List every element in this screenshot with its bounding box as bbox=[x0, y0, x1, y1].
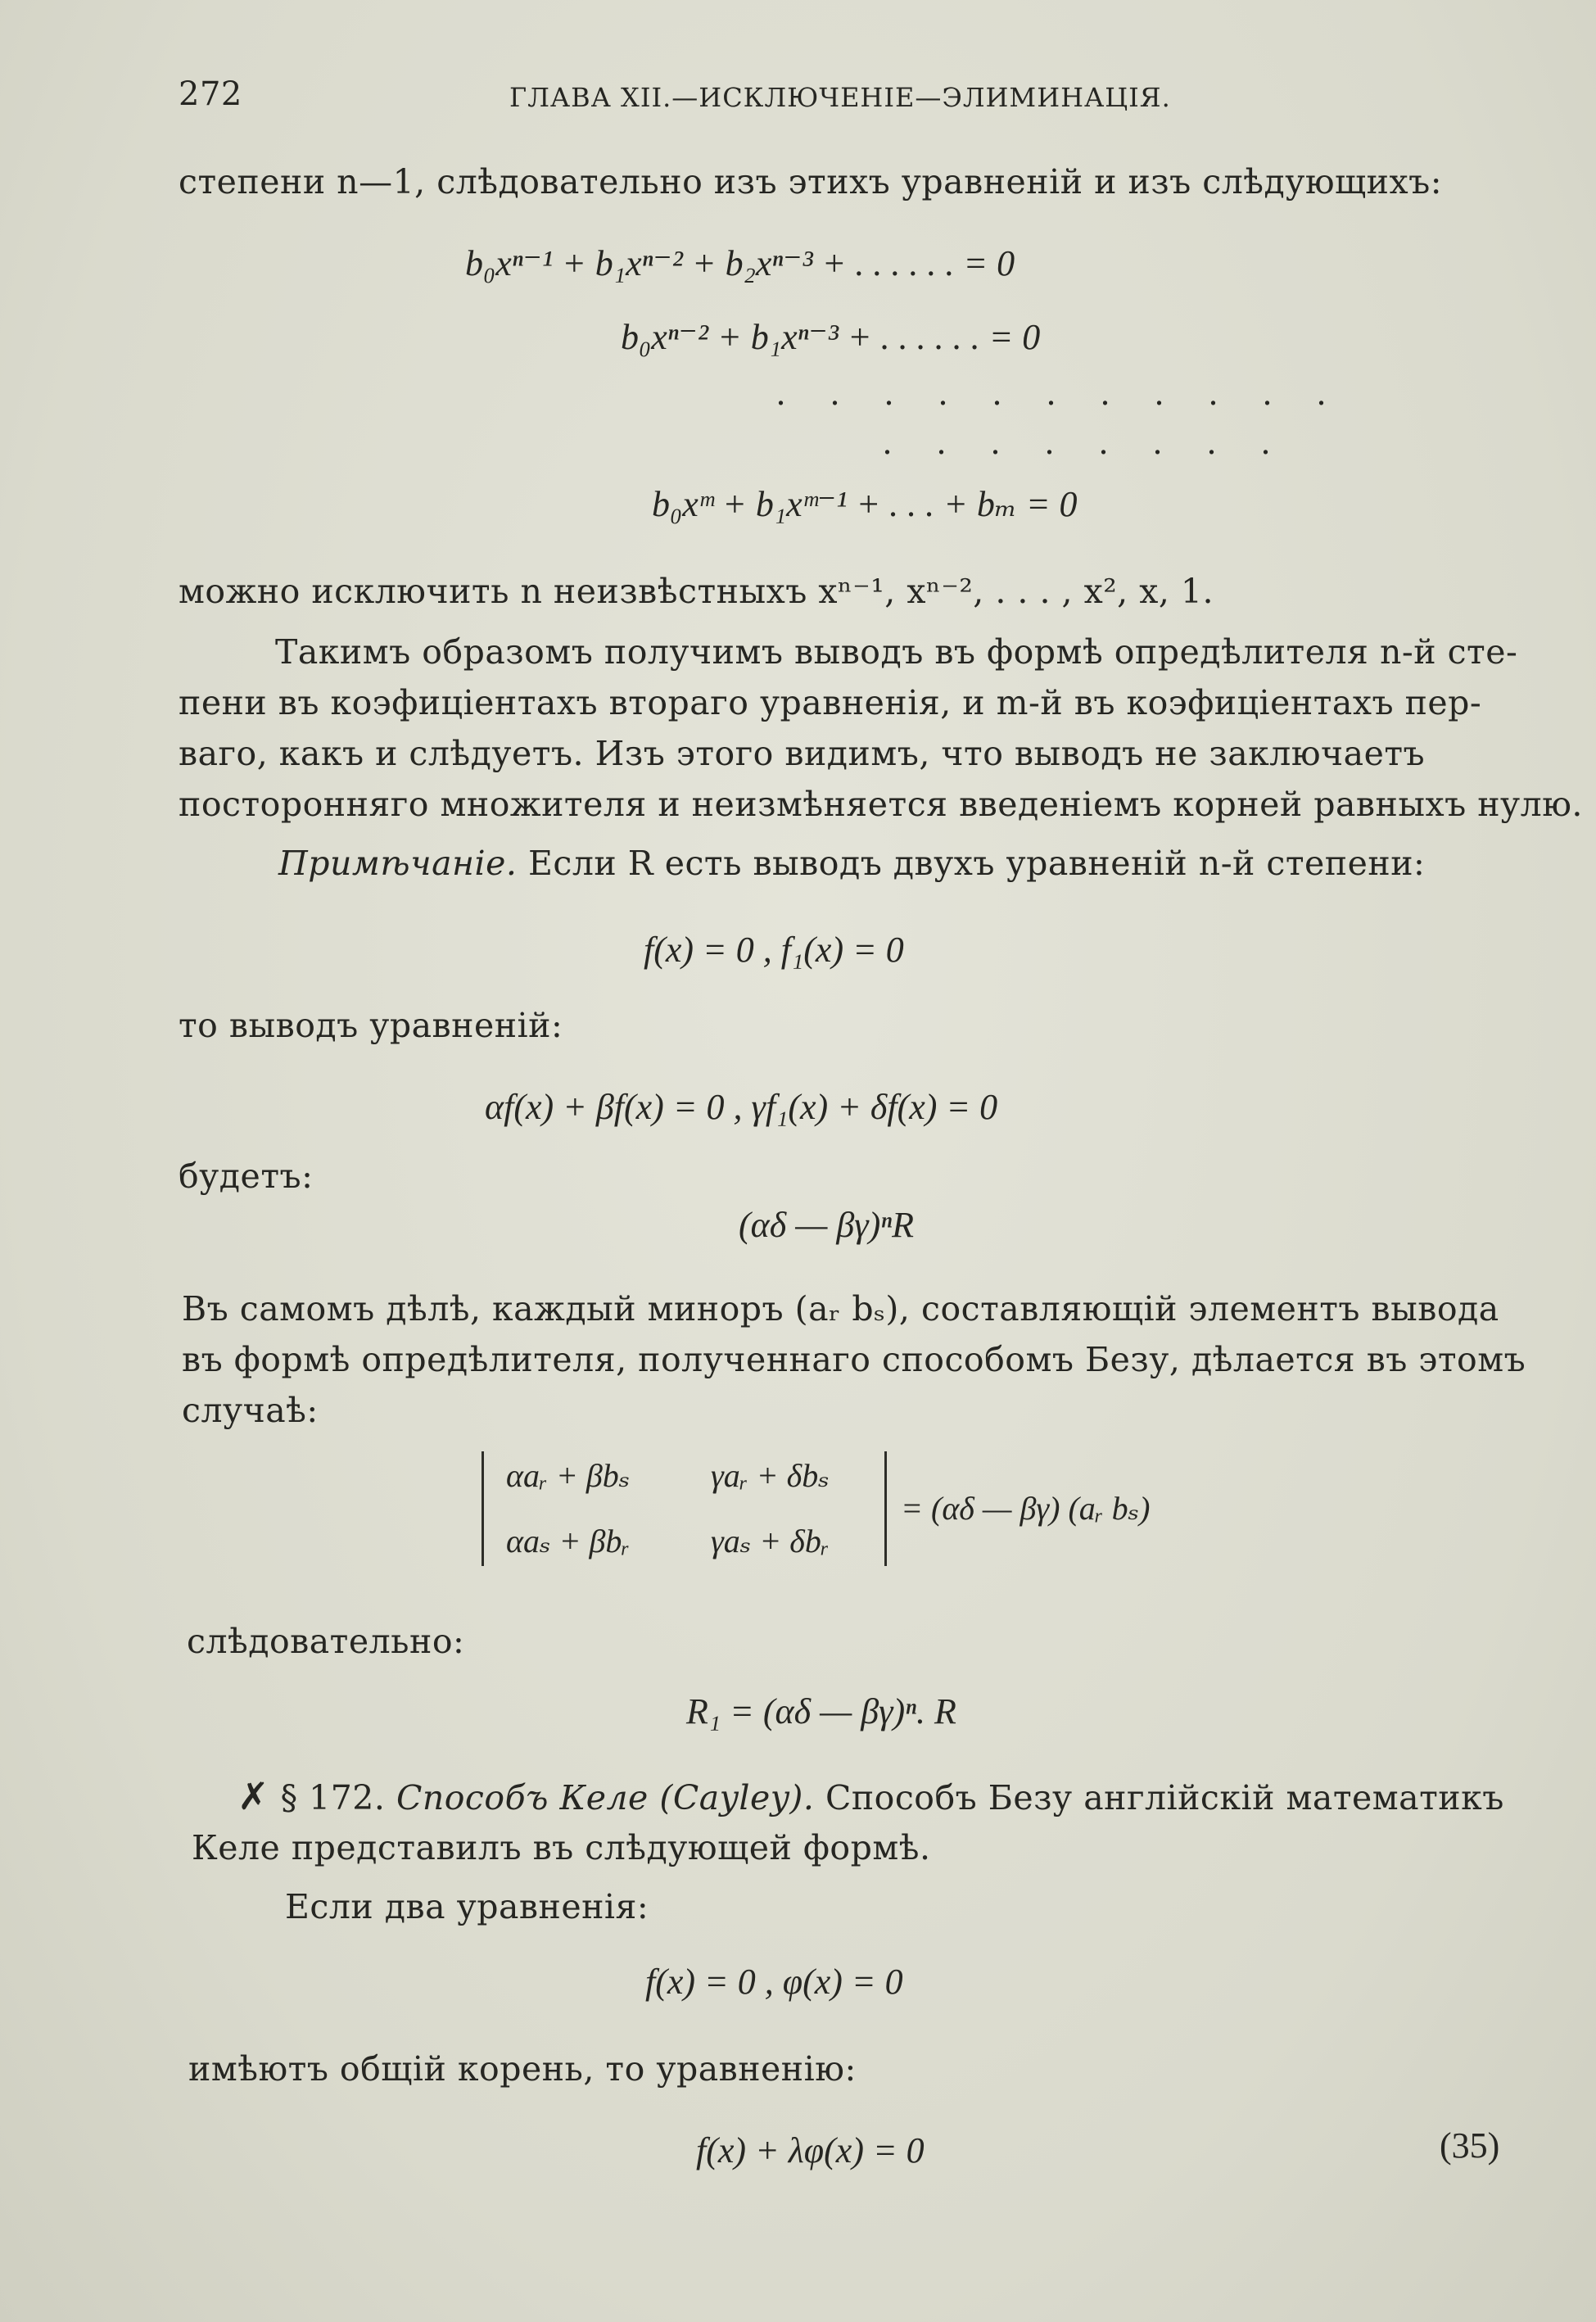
equation: αf(x) + βf(x) = 0 , γf₁(x) + δf(x) = 0 bbox=[485, 1087, 998, 1127]
section-title: Способъ Келе (Cayley). bbox=[396, 1778, 815, 1817]
determinant-cell: αaₛ + βbᵣ bbox=[506, 1523, 631, 1559]
note-text: Если R есть выводъ двухъ уравненій n-й степени: bbox=[528, 844, 1426, 883]
text-line: Келе представилъ въ слѣдующей формѣ. bbox=[192, 1828, 931, 1867]
determinant-rhs: = (αδ — βγ) (aᵣ bₛ) bbox=[901, 1490, 1151, 1527]
text-line: ваго, какъ и слѣдуетъ. Изъ этого видимъ, что выводъ не заключаетъ bbox=[179, 734, 1426, 773]
text-line: Если два уравненія: bbox=[285, 1887, 649, 1926]
text-line: то выводъ уравненій: bbox=[179, 1006, 563, 1045]
determinant-cell: γaₛ + δbᵣ bbox=[711, 1523, 830, 1559]
text-line: имѣютъ общій корень, то уравненію: bbox=[188, 2049, 857, 2089]
equation: f(x) + λφ(x) = 0 bbox=[696, 2130, 925, 2170]
equation: b₀xⁿ⁻¹ + b₁xⁿ⁻² + b₂xⁿ⁻³ + . . . . . . = 0 bbox=[465, 243, 1015, 283]
determinant-right-bar bbox=[884, 1451, 887, 1566]
equation: R₁ = (αδ — βγ)ⁿ. R bbox=[686, 1691, 956, 1731]
determinant-cell: αaᵣ + βbₛ bbox=[506, 1457, 631, 1494]
equation: (αδ — βγ)ⁿR bbox=[739, 1205, 914, 1245]
text-line: можно исключить n неизвѣстныхъ xⁿ⁻¹, xⁿ⁻², . . . , x², x, 1. bbox=[179, 572, 1214, 611]
text-line: посторонняго множителя и неизмѣняется введеніемъ корней равныхъ нулю. bbox=[179, 785, 1583, 824]
page-number: 272 bbox=[179, 75, 242, 113]
text-line: случаѣ: bbox=[182, 1391, 319, 1430]
text-line: степени n—1, слѣдовательно изъ этихъ уравненій и изъ слѣдующихъ: bbox=[179, 162, 1443, 201]
determinant-cell: γaᵣ + δbₛ bbox=[711, 1457, 830, 1494]
note-line bbox=[278, 844, 1425, 883]
text-line: будетъ: bbox=[179, 1156, 314, 1196]
determinant-left-bar bbox=[482, 1451, 484, 1566]
section-text: Способъ Безу англійскій математикъ bbox=[825, 1778, 1504, 1817]
equation-number: (35) bbox=[1440, 2125, 1500, 2166]
text-line: слѣдовательно: bbox=[187, 1622, 465, 1661]
equation: b₀xⁿ⁻² + b₁xⁿ⁻³ + . . . . . . = 0 bbox=[621, 317, 1041, 357]
text-line: Такимъ образомъ получимъ выводъ въ формѣ опредѣлителя n-й сте- bbox=[275, 632, 1518, 672]
text-line: Въ самомъ дѣлѣ, каждый миноръ (aᵣ bₛ), составляющій элементъ вывода bbox=[182, 1289, 1499, 1328]
equation: f(x) = 0 , f₁(x) = 0 bbox=[644, 930, 904, 970]
note-label: Примѣчаніе. bbox=[278, 844, 518, 883]
section-number: § 172. bbox=[280, 1778, 386, 1817]
handwritten-x-mark: ✗ bbox=[237, 1774, 270, 1818]
running-title: ГЛАВА XII.—ИСКЛЮЧЕНІЕ—ЭЛИМИНАЦІЯ. bbox=[509, 82, 1171, 113]
text-line: пени въ коэфиціентахъ втораго уравненія, и m-й въ коэфиціентахъ пер- bbox=[179, 683, 1482, 722]
equation: f(x) = 0 , φ(x) = 0 bbox=[645, 1962, 903, 2002]
equation: b₀xᵐ + b₁xᵐ⁻¹ + . . . + bₘ = 0 bbox=[652, 484, 1078, 524]
section-heading bbox=[237, 1774, 1504, 1818]
text-line: въ формѣ опредѣлителя, полученнаго способомъ Безу, дѣлается въ этомъ bbox=[182, 1340, 1526, 1379]
ellipsis-row: . . . . . . . . . . . bbox=[776, 373, 1344, 413]
ellipsis-row: . . . . . . . . bbox=[883, 422, 1288, 462]
